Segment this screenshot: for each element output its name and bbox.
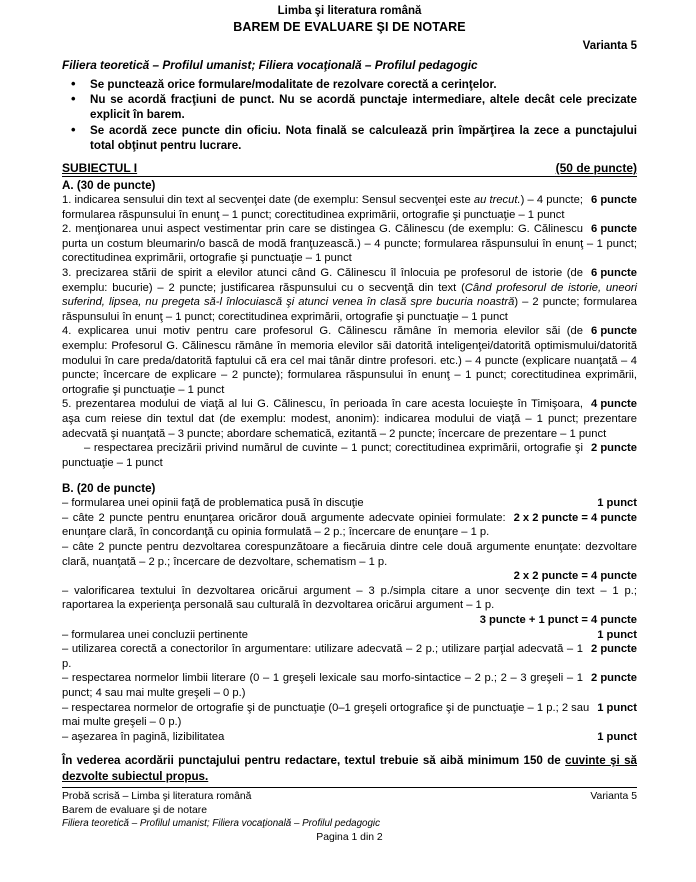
criterion-text: – respectarea precizării privind numărul de cuvinte – 1 punct; corectitudinea exprimării, ortografie şi punctuaţie – 1 punct [62,442,583,469]
criterion-b3 [62,540,637,569]
criterion-points: 2 puncte [590,442,637,455]
criterion-text-post: ) – 4 puncte; formularea răspunsului în enunţ – 1 punct; corectitudinea exprimării, ortografie şi punctuaţie – 1 punct [62,194,583,221]
criterion-a2 [62,222,637,266]
criterion-a4 [62,324,637,397]
criterion-text: – câte 2 puncte pentru enunţarea oricăror două argumente adecvate opiniei formulate: enunţare clară, în concordanţă cu opinia formulată – 2 p.; încercare de enunţare – 1 p. [62,511,506,539]
page-content [62,0,637,845]
list-item [62,92,637,122]
profile-line: Filiera teoretică – Profilul umanist; Filiera vocaţională – Profilul pedagogic [62,58,478,72]
footer-profile: Filiera teoretică – Profilul umanist; Filiera vocaţională – Profilul pedagogic [62,818,381,830]
subject-label: SUBIECTUL I [62,161,138,176]
bullet-icon: • [71,91,76,107]
criterion-points: 1 punct [597,497,637,510]
criterion-points: 6 puncte [590,223,637,236]
criterion-points: 6 puncte [590,325,637,338]
criterion-text: – aşezarea în pagină, lizibilitatea [62,730,225,743]
criterion-text-pre: 3. precizarea stării de spirit a elevilor atunci când G. Călinescu îl înlocuia pe profesorul de istorie (de exemplu: bucurie) – 2 puncte; justificarea răspunsului cu o secvenţă din text ( [62,266,583,294]
criterion-text: – câte 2 puncte pentru dezvoltarea corespunzătoare a fiecăruia dintre cele două argumente enunţate: dezvoltare clară, nuanţată – 2 p.; încercare de dezvoltare, schematism – 1 p. [62,541,637,568]
section-a-label: A. (30 de puncte) [62,179,156,193]
criterion-a6 [62,441,637,470]
criterion-points: 1 punct [597,628,637,641]
subject-header [62,161,637,177]
redaction-note-line1: În vederea acordării punctajului pentru redactare, textul trebuie să aibă minimum 150 de [62,754,566,768]
criterion-points: 4 puncte [590,398,637,411]
footer-page-number: Pagina 1 din 2 [316,832,383,844]
criterion-b1 [62,496,637,511]
criterion-text: – valorificarea textului în dezvoltarea oricărui argument – 3 p./simpla citare a unor secvenţe din text – 1 p.; raportarea la experienţa personală sau culturală în dezvoltarea oricărui argument – 1 p. [62,584,637,612]
criterion-text: – respectarea normelor de ortografie şi de punctuaţie (0–1 greşeli ortografice şi de punctuaţie – 1 p.; 2 sau mai multe greşeli – 0 p.) [62,701,590,729]
footer-row-1 [62,790,637,803]
criterion-b4 [62,584,637,613]
list-item [62,123,637,153]
bullet-icon: • [71,76,76,91]
criterion-text-pre: 1. indicarea sensului din text al secvenţei date (de exemplu: Sensul secvenţei este [62,194,474,207]
criterion-quote: au trecut. [473,194,521,207]
criterion-points: 2 x 2 puncte = 4 puncte [513,511,637,524]
criterion-text: – formularea unei opinii faţă de problematica pusă în discuţie [62,497,364,510]
document-subtitle: BAREM DE EVALUARE ŞI DE NOTARE [233,20,466,34]
subject-points: (50 de puncte) [555,161,637,176]
criterion-text: 5. prezentarea modului de viaţă al lui G. Călinescu, în perioada în care acesta locuieşte în Timişoara, aşa cum reiese din textul dat (de exemplu: modest, anonim): indicarea modului de viaţă – 1 punct; prezentare adecvată şi nuanţată – 3 puncte; abordare schematică, ezitantă – 2 puncte; încercare de prezentare – 1 punct [62,398,637,440]
criterion-points: 6 puncte [590,266,637,279]
bullet-icon: • [71,121,76,137]
criterion-text: 4. explicarea unui motiv pentru care profesorul G. Călinescu rămâne în memoria elevilor săi (de exemplu: Profesorul G. Călinescu rămâne în memoria elevilor săi datorită inteligenţei/datorită optimismului/datorită modului în care preda/datorită faptului că era cel mai tânăr dintre profesori. etc.) – 4 puncte (explicare nuanţată – 4 puncte; încercare de explicare – 2 puncte); formularea răspunsului în enunţ – 1 punct; corectitudinea exprimării, ortografie şi punctuaţie – 1 punct [62,325,637,396]
document-title: Limba şi literatura română [277,5,422,17]
footer-doc-type: Barem de evaluare şi de notare [62,804,207,816]
criterion-b2 [62,511,637,540]
section-b-label: B. (20 de puncte) [62,482,156,496]
criterion-b3-points: 2 x 2 puncte = 4 puncte [513,570,637,583]
criterion-b4-points: 3 puncte + 1 punct = 4 puncte [479,614,637,627]
criterion-points: 1 punct [597,730,637,743]
criterion-a3 [62,266,637,324]
redaction-note-line2: cuvinte şi să dezvolte subiectul propus. [62,754,637,783]
footer-variant: Varianta 5 [590,791,637,803]
page-footer [62,787,637,845]
list-item-text: Nu se acordă fracţiuni de punct. Nu se acordă punctaje intermediare, altele decât cele precizate explicit în barem. [90,93,637,122]
criterion-b5 [62,628,637,643]
criterion-a1 [62,193,637,222]
list-item [62,77,637,92]
criterion-text: – utilizarea corectă a conectorilor în argumentare: utilizare adecvată – 2 p.; utilizare parţial adecvată – 1 p. [62,643,583,670]
criterion-b8 [62,701,637,730]
criterion-text: – respectarea normelor limbii literare (0 – 1 greşeli lexicale sau morfo-sintactice – 2 p.; 2 – 3 greşeli – 1 punct; 4 sau mai multe greşeli – 0 p.) [62,672,583,700]
list-item-text: Se acordă zece puncte din oficiu. Nota finală se calculează prin împărţirea la zece a punctajului total obţinut pentru lucrare. [90,123,637,152]
criterion-points: 2 puncte [590,643,637,656]
criterion-points: 1 punct [597,701,637,714]
criterion-text-post: ) – 2 puncte; formularea răspunsului în enunţ – 1 punct; corectitudinea exprimării, ortografie şi punctuaţie – 1 punct [62,296,637,323]
criterion-b9 [62,730,637,745]
footer-exam-name: Probă scrisă – Limba şi literatura română [62,791,252,803]
redaction-note [62,753,637,784]
criterion-points: 2 puncte [590,672,637,685]
criterion-b6 [62,642,637,671]
criterion-text: – formularea unei concluzii pertinente [62,628,248,641]
criterion-points: 6 puncte [590,194,637,207]
criterion-text: 2. menţionarea unui aspect vestimentar prin care se distingea G. Călinescu (de exemplu: G. Călinescu purta un costum bleumarin/o bască de modă franţuzească.) – 4 puncte; formularea răspunsului în enunţ – 1 punct; corectitudinea exprimării, ortografie şi punctuaţie – 1 punct [62,223,637,265]
criterion-quote: Când profesorul de istorie, uneori suferind, lipsea, nu pregeta să-l înlocuiască şi atunci venea în clasă spre bucuria noastră [62,281,637,309]
criterion-a5 [62,397,637,441]
list-item-text: Se punctează orice formulare/modalitate de rezolvare corectă a cerinţelor. [90,78,497,91]
general-rules-list [62,77,637,153]
variant-label: Varianta 5 [582,40,637,52]
criterion-b7 [62,671,637,700]
